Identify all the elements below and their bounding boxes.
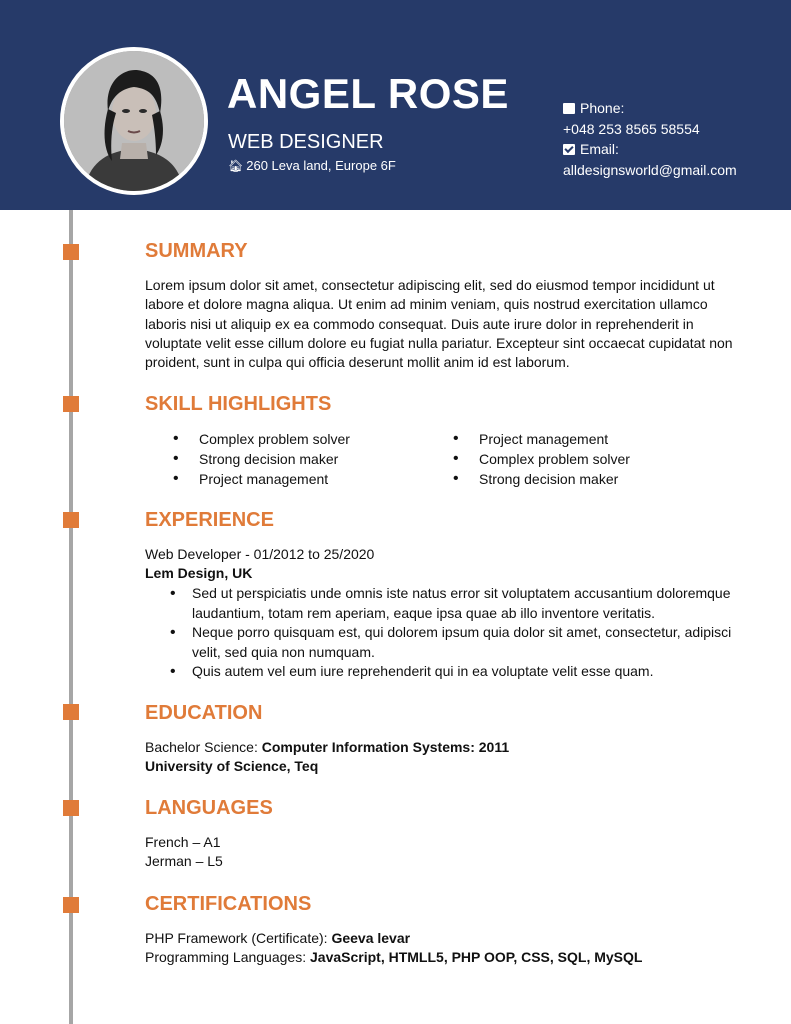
certifications-heading: CERTIFICATIONS: [145, 893, 312, 915]
languages-heading: LANGUAGES: [145, 797, 273, 819]
skill-item: • Project management: [479, 429, 630, 449]
house-icon: 🏠︎: [228, 158, 244, 173]
certification-line: [145, 948, 642, 968]
skill-item: • Strong decision maker: [479, 469, 630, 489]
experience-bullet: • Quis autem vel eum iure reprehenderit qui in ea voluptate velit esse quam.: [192, 662, 752, 682]
experience-company: Lem Design, UK: [145, 565, 253, 581]
degree-value: Computer Information Systems: 2011: [261, 739, 510, 755]
certification-line: [145, 929, 410, 949]
summary-marker: [63, 244, 79, 260]
portrait-image: [64, 51, 204, 191]
job-title: WEB DESIGNER: [228, 131, 384, 153]
experience-heading: EXPERIENCE: [145, 509, 274, 531]
cert-value: JavaScript, HTMLL5, PHP OOP, CSS, SQL, MySQL: [310, 949, 643, 965]
phone-number: +048 253 8565 58554: [563, 120, 700, 137]
skills-left-list: [199, 429, 350, 489]
email-address: alldesignsworld@gmail.com: [563, 161, 737, 178]
experience-marker: [63, 512, 79, 528]
certifications-marker: [63, 897, 79, 913]
degree-label: Bachelor Science:: [145, 739, 262, 755]
address-text: 260 Leva land, Europe 6F: [246, 158, 396, 173]
experience-role: Web Developer - 01/2012 to 25/2020: [145, 546, 375, 562]
language-item: Jerman – L5: [145, 853, 223, 869]
experience-bullet: • Sed ut perspiciatis unde omnis iste natus error sit voluptatem accusantium doloremque laudantium, totam rem aperiam, eaque ipsa quae ab illo inventore veritatis.: [192, 584, 752, 623]
cert-label: PHP Framework (Certificate):: [145, 930, 332, 946]
email-icon: [563, 144, 575, 155]
skill-item: • Strong decision maker: [199, 449, 350, 469]
language-item: French – A1: [145, 834, 221, 850]
skills-marker: [63, 396, 79, 412]
candidate-name: ANGEL ROSE: [227, 70, 509, 117]
skill-item: • Project management: [199, 469, 350, 489]
phone-label: Phone:: [580, 100, 625, 116]
skill-item: • Complex problem solver: [479, 449, 630, 469]
email-label-row: [563, 139, 737, 160]
experience-bullets: [192, 584, 752, 682]
email-label: Email:: [580, 141, 619, 157]
summary-heading: SUMMARY: [145, 240, 248, 262]
experience-bullet: • Neque porro quisquam est, qui dolorem ipsum quia dolor sit amet, consectetur, adipisci velit, sed quia non numquam.: [192, 623, 752, 662]
skill-item: • Complex problem solver: [199, 429, 350, 449]
education-school: University of Science, Teq: [145, 758, 319, 774]
education-degree: [145, 738, 509, 758]
education-heading: EDUCATION: [145, 702, 263, 724]
contact-block: [563, 98, 737, 180]
phone-icon: [563, 103, 575, 114]
resume-header: [0, 0, 791, 210]
cert-label: Programming Languages:: [145, 949, 310, 965]
skills-right-list: [479, 429, 630, 489]
languages-marker: [63, 800, 79, 816]
cert-value: Geeva levar: [331, 930, 411, 946]
skills-heading: SKILL HIGHLIGHTS: [145, 393, 332, 415]
education-marker: [63, 704, 79, 720]
address: [228, 158, 396, 173]
phone-label-row: [563, 98, 737, 119]
profile-photo: [60, 47, 208, 195]
summary-text: Lorem ipsum dolor sit amet, consectetur adipiscing elit, sed do eiusmod tempor incididunt ut labore et dolore magna aliqua. Ut enim ad minim veniam, quis nostrud exercitation ullamco laboris nisi ut aliquip ex ea commodo consequat. Duis aute irure dolor in reprehenderit in voluptate velit esse cillum dolore eu fugiat nulla pariatur. Excepteur sint occaecat cupidatat non proident, sunt in culpa qui officia deserunt mollit anim id est laborum.: [145, 277, 733, 371]
